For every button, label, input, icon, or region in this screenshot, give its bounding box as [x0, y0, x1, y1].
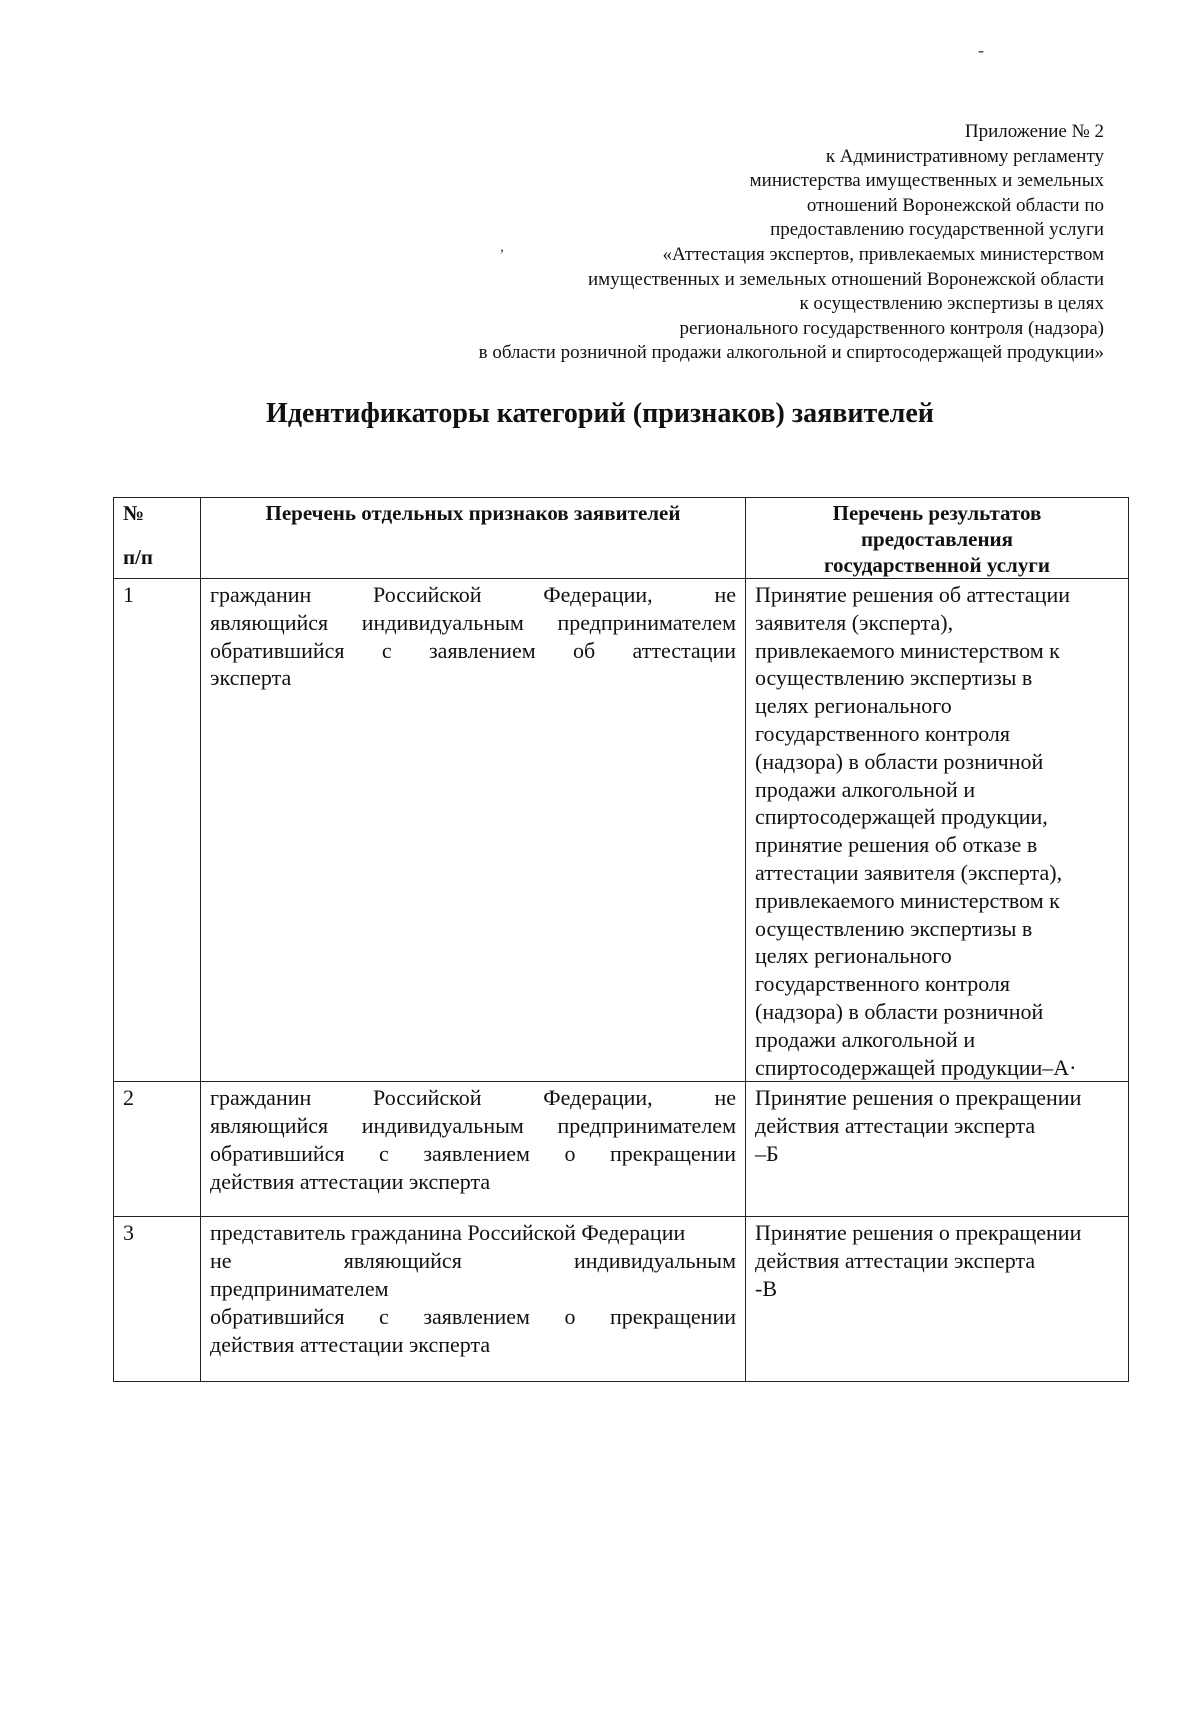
- row-features: [201, 1082, 746, 1217]
- appendix-header: [479, 120, 1104, 366]
- result-line: действия аттестации эксперта: [755, 1248, 1036, 1274]
- row-features: [201, 1217, 746, 1382]
- corner-mark: -: [978, 40, 984, 60]
- document-title: Идентификаторы категорий (признаков) заявителей: [266, 398, 934, 429]
- result-line: осуществлению экспертизы в: [755, 665, 1033, 691]
- result-line: государственного контроля: [755, 971, 1011, 997]
- appendix-line: регионального государственного контроля (надзора): [679, 317, 1104, 339]
- feature-line: не являющийся индивидуальным: [210, 1248, 736, 1274]
- header-number: [114, 498, 201, 579]
- result-line: (надзора) в области розничной: [755, 748, 1044, 774]
- feature-line: являющийся индивидуальным предпринимателем: [210, 1113, 736, 1139]
- result-line: спиртосодержащей продукции–А·: [755, 1054, 1077, 1080]
- feature-line: эксперта: [210, 665, 292, 691]
- result-line: осуществлению экспертизы в: [755, 915, 1033, 941]
- header-results-line: Перечень результатов: [832, 501, 1042, 525]
- appendix-line: предоставлению государственной услуги: [770, 219, 1104, 241]
- row-features: [201, 579, 746, 1082]
- header-results-line: предоставления: [860, 527, 1014, 551]
- result-line: спиртосодержащей продукции,: [755, 804, 1048, 830]
- feature-line: гражданин Российской Федерации, не: [210, 582, 736, 607]
- feature-line: действия аттестации эксперта: [210, 1331, 491, 1357]
- appendix-line: к осуществлению экспертизы в целях: [799, 293, 1104, 315]
- row-number: 2: [114, 1082, 201, 1217]
- header-number-symbol: №: [123, 501, 145, 525]
- table-row: [114, 1217, 1129, 1382]
- result-line: –Б: [755, 1140, 779, 1166]
- appendix-line: «Аттестация экспертов, привлекаемых министерством: [662, 243, 1104, 265]
- result-line: -В: [755, 1275, 777, 1301]
- feature-line: обратившийся с заявлением об аттестации: [210, 637, 736, 663]
- row-number: 3: [114, 1217, 201, 1382]
- header-number-abbrev: п/п: [123, 545, 154, 569]
- appendix-line: министерства имущественных и земельных: [749, 170, 1104, 192]
- result-line: целях регионального: [755, 943, 952, 969]
- result-line: привлекаемого министерством к: [755, 637, 1060, 663]
- row-number: 1: [114, 579, 201, 1082]
- feature-line: представитель гражданина Российской Федерации: [210, 1220, 686, 1246]
- appendix-line: имущественных и земельных отношений Воронежской области: [588, 268, 1104, 290]
- result-line: целях регионального: [755, 693, 952, 719]
- appendix-line: отношений Воронежской области по: [806, 194, 1104, 216]
- feature-line: гражданин Российской Федерации, не: [210, 1085, 736, 1111]
- row-results: [746, 1082, 1129, 1217]
- feature-line: действия аттестации эксперта: [210, 1168, 491, 1194]
- result-line: государственного контроля: [755, 720, 1011, 746]
- result-line: (надзора) в области розничной: [755, 998, 1044, 1024]
- appendix-line: к Административному регламенту: [825, 145, 1104, 167]
- result-line: продажи алкогольной и: [755, 1026, 976, 1052]
- appendix-line: Приложение № 2: [964, 121, 1104, 142]
- feature-line: предпринимателем: [210, 1275, 389, 1301]
- result-line: принятие решения об отказе в: [755, 832, 1038, 858]
- result-line: Принятие решения об аттестации: [755, 582, 1071, 607]
- appendix-line: в области розничной продажи алкогольной и спиртосодержащей продукции»: [478, 342, 1104, 364]
- result-line: аттестации заявителя (эксперта),: [755, 859, 1063, 885]
- identifiers-table: [113, 497, 1129, 1382]
- header-results-line: государственной услуги: [824, 553, 1050, 577]
- table-header-row: [114, 498, 1129, 579]
- row-results: [746, 579, 1129, 1082]
- result-line: Принятие решения о прекращении: [755, 1085, 1082, 1111]
- stray-mark: ,: [500, 238, 504, 255]
- result-line: заявителя (эксперта),: [755, 609, 954, 635]
- table-row: [114, 1082, 1129, 1217]
- result-line: Принятие решения о прекращении: [755, 1220, 1082, 1246]
- row-results: [746, 1217, 1129, 1382]
- table-row: [114, 579, 1129, 1082]
- result-line: продажи алкогольной и: [755, 776, 976, 802]
- feature-line: обратившийся с заявлением о прекращении: [210, 1303, 736, 1329]
- header-features: Перечень отдельных признаков заявителей: [201, 498, 746, 579]
- feature-line: обратившийся с заявлением о прекращении: [210, 1140, 736, 1166]
- result-line: привлекаемого министерством к: [755, 887, 1060, 913]
- result-line: действия аттестации эксперта: [755, 1113, 1036, 1139]
- feature-line: являющийся индивидуальным предпринимателем: [210, 609, 736, 635]
- header-results: [746, 498, 1129, 579]
